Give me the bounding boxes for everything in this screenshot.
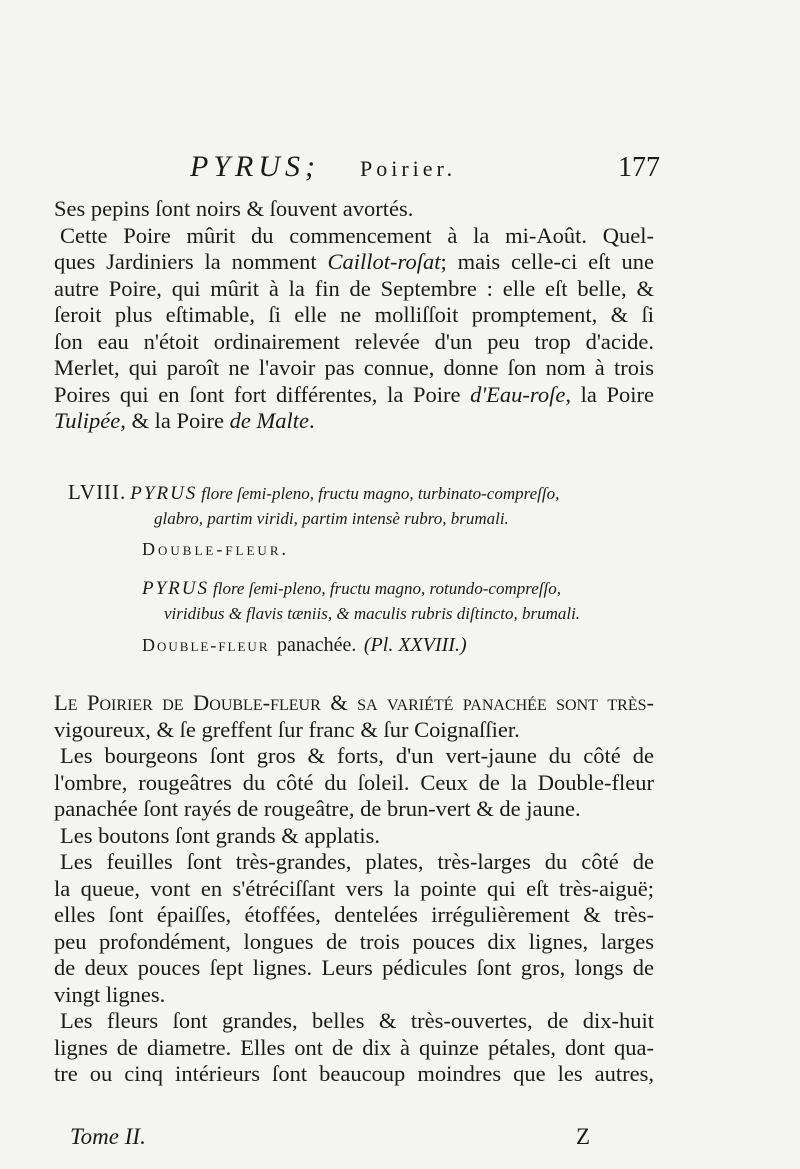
text-fragment: . [308, 408, 315, 433]
text-line: Les boutons ſont grands & applatis. [60, 822, 380, 848]
italic-pear-name: Caillot-roſat [327, 249, 441, 274]
text-line: peu profondément, longues de trois pouces dix lignes, larges [54, 928, 654, 954]
text-line: ſeroit plus eſtimable, ſi elle ne molliſſoit promptement, & ſi [54, 302, 654, 327]
text-line: l'ombre, rougeâtres du côté du ſoleil. Ceux de la Double-fleur [54, 769, 654, 795]
plate-reference: (Pl. XXVIII.) [363, 634, 467, 656]
italic-pear-name: de Malte [229, 408, 309, 433]
italic-pear-name: Tulipée [54, 408, 121, 433]
text-fragment: Poires qui en ſont fort différentes, la Poire [54, 381, 461, 407]
variety-description: flore ſemi-pleno, fructu magno, turbinato-compreſſo, [201, 484, 560, 503]
text-line [54, 382, 654, 409]
text-line: Les feuilles ſont très-grandes, plates, très-larges du côté de [60, 849, 654, 874]
running-header [190, 150, 660, 184]
signature-mark: Z [575, 1124, 590, 1149]
italic-pear-name: d'Eau-roſe [470, 381, 566, 407]
page-footer [70, 1124, 590, 1154]
text-line [54, 408, 654, 435]
text-line: autre Poire, qui mûrit à la fin de Septembre : elle eſt belle, & [54, 275, 654, 301]
text-line: de deux pouces ſept lignes. Leurs pédicules ſont gros, longs de [54, 955, 654, 980]
variety-name-text: Double-fleur [142, 635, 270, 655]
text-line: elles ſont épaiſſes, étoffées, dentelées irrégulièrement & très- [54, 902, 654, 927]
text-line: panachée ſont rayés de rougeâtre, de brun-vert & de jaune. [54, 796, 581, 821]
text-fragment: ; mais celle-ci eſt une [440, 249, 654, 274]
text-line: tre ou cinq intérieurs ſont beaucoup moindres que les autres, [54, 1061, 654, 1086]
variety-name-suffix: panachée. [277, 634, 357, 656]
variety-number: LVIII. [68, 480, 127, 504]
text-line: vigoureux, & ſe greffent ſur franc & ſur Coignaſſier. [54, 716, 520, 742]
variety-genus: PYRUS [142, 578, 209, 599]
drop-initial: Le Poirier de Double-fleur & ſa variété panachée ſont très- [54, 690, 654, 715]
text-line: la queue, vont en s'étréciſſant vers la pointe qui eſt très-aiguë; [54, 875, 654, 901]
variety-line [68, 480, 668, 505]
text-fragment: , & la Poire [120, 408, 224, 433]
paragraph-description [54, 196, 654, 435]
text-line: lignes de diametre. Elles ont de dix à quinze pétales, dont qua- [54, 1034, 654, 1060]
header-common-name: Poirier. [360, 156, 457, 181]
text-line: vingt lignes. [54, 981, 166, 1007]
variety-description: flore ſemi-pleno, fructu magno, rotundo-compreſſo, [213, 579, 561, 598]
text-line: ſon eau n'étoit ordinairement relevée d'un peu trop d'acide. [54, 328, 654, 354]
text-line: Cette Poire mûrit du commencement à la mi-Août. Quel- [60, 222, 654, 248]
variety-name: Double-fleur. [142, 539, 289, 559]
variety-description: glabro, partim viridi, partim intensè rubro, brumali. [154, 509, 509, 528]
variety-line [68, 578, 668, 600]
text-fragment: , la Poire [565, 381, 655, 407]
text-line: Merlet, qui paroît ne l'avoir pas connue, donne ſon nom à trois [54, 355, 654, 380]
variety-description: viridibus & flavis tæniis, & maculis rubris diſtincto, brumali. [164, 604, 581, 623]
variety-genus: PYRUS [130, 483, 198, 504]
paragraph-characteristics [54, 690, 654, 1088]
text-fragment: ques Jardiniers la nomment [54, 249, 317, 274]
text-line: Ses pepins ſont noirs & ſouvent avortés. [54, 196, 414, 221]
header-genus: PYRUS; [190, 150, 320, 183]
text-line: Les fleurs ſont grandes, belles & très-ouvertes, de dix-huit [60, 1008, 654, 1033]
volume-label: Tome II. [70, 1124, 146, 1149]
variety-name [68, 634, 668, 657]
text-line [54, 249, 654, 276]
variety-entry-double-fleur [68, 480, 668, 657]
page-number: 177 [618, 152, 660, 183]
text-line [54, 690, 654, 717]
text-line: Les bourgeons ſont gros & forts, d'un vert-jaune du côté de [60, 743, 654, 768]
